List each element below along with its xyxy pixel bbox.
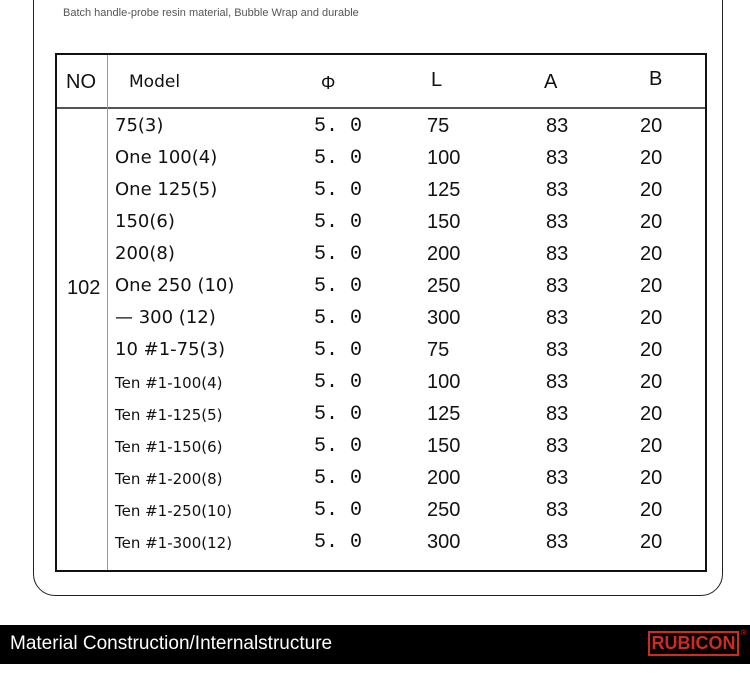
phi-cell: 5. 0 — [314, 179, 363, 202]
model-cell: 200(8) — [115, 243, 175, 264]
model-cell: Ten #1-150(6) — [115, 438, 223, 456]
b-cell: 20 — [640, 211, 663, 233]
table-row — [57, 339, 705, 371]
phi-cell: 5. 0 — [314, 115, 363, 138]
a-cell: 83 — [546, 531, 569, 553]
b-cell: 20 — [640, 115, 663, 137]
a-cell: 83 — [546, 275, 569, 297]
length-cell: 300 — [427, 531, 461, 553]
header-divider — [57, 107, 705, 109]
b-cell: 20 — [640, 531, 663, 553]
table-row — [57, 307, 705, 339]
model-cell: Ten #1-300(12) — [115, 534, 233, 552]
table-row — [57, 115, 705, 147]
header-l: L — [431, 69, 443, 91]
a-cell: 83 — [546, 179, 569, 201]
model-cell: One 100(4) — [115, 147, 218, 168]
header-b: B — [649, 68, 663, 90]
a-cell: 83 — [546, 211, 569, 233]
b-cell: 20 — [640, 371, 663, 393]
length-cell: 150 — [427, 435, 461, 457]
product-subtitle: Batch handle-probe resin material, Bubble Wrap and durable — [63, 7, 359, 19]
length-cell: 100 — [427, 371, 461, 393]
a-cell: 83 — [546, 243, 569, 265]
table-row — [57, 499, 705, 531]
b-cell: 20 — [640, 243, 663, 265]
model-cell: One 250 (10) — [115, 275, 235, 296]
b-cell: 20 — [640, 467, 663, 489]
b-cell: 20 — [640, 307, 663, 329]
phi-cell: 5. 0 — [314, 371, 363, 394]
a-cell: 83 — [546, 467, 569, 489]
a-cell: 83 — [546, 339, 569, 361]
model-cell: One 125(5) — [115, 179, 218, 200]
a-cell: 83 — [546, 371, 569, 393]
table-row — [57, 435, 705, 467]
b-cell: 20 — [640, 403, 663, 425]
b-cell: 20 — [640, 179, 663, 201]
header-a: A — [544, 71, 558, 93]
model-cell: 75(3) — [115, 115, 164, 136]
phi-cell: 5. 0 — [314, 467, 363, 490]
a-cell: 83 — [546, 147, 569, 169]
phi-cell: 5. 0 — [314, 435, 363, 458]
a-cell: 83 — [546, 307, 569, 329]
table-row — [57, 211, 705, 243]
length-cell: 75 — [427, 339, 450, 361]
table-row — [57, 467, 705, 499]
length-cell: 150 — [427, 211, 461, 233]
phi-cell: 5. 0 — [314, 275, 363, 298]
phi-cell: 5. 0 — [314, 211, 363, 234]
length-cell: 250 — [427, 275, 461, 297]
table-row — [57, 371, 705, 403]
registered-mark: ® — [741, 628, 747, 637]
length-cell: 75 — [427, 115, 450, 137]
table-row — [57, 275, 705, 307]
a-cell: 83 — [546, 435, 569, 457]
length-cell: 300 — [427, 307, 461, 329]
a-cell: 83 — [546, 403, 569, 425]
no-value: 102 — [67, 277, 101, 299]
model-cell: Ten #1-125(5) — [115, 406, 223, 424]
header-no: NO — [66, 71, 96, 93]
table-row — [57, 403, 705, 435]
length-cell: 250 — [427, 499, 461, 521]
b-cell: 20 — [640, 435, 663, 457]
phi-cell: 5. 0 — [314, 243, 363, 266]
phi-cell: 5. 0 — [314, 499, 363, 522]
length-cell: 200 — [427, 467, 461, 489]
model-cell: Ten #1-200(8) — [115, 470, 223, 488]
length-cell: 125 — [427, 179, 461, 201]
model-cell: Ten #1-100(4) — [115, 374, 223, 392]
table-row — [57, 179, 705, 211]
b-cell: 20 — [640, 499, 663, 521]
length-cell: 200 — [427, 243, 461, 265]
model-cell: — 300 (12) — [115, 307, 216, 328]
phi-cell: 5. 0 — [314, 307, 363, 330]
model-cell: 10 #1-75(3) — [115, 339, 226, 360]
model-cell: Ten #1-250(10) — [115, 502, 233, 520]
b-cell: 20 — [640, 339, 663, 361]
a-cell: 83 — [546, 499, 569, 521]
table-row — [57, 243, 705, 275]
b-cell: 20 — [640, 275, 663, 297]
a-cell: 83 — [546, 115, 569, 137]
model-cell: 150(6) — [115, 211, 175, 232]
table-row — [57, 531, 705, 563]
footer-title: Material Construction/Internalstructure — [10, 633, 333, 654]
phi-cell: 5. 0 — [314, 339, 363, 362]
phi-cell: 5. 0 — [314, 531, 363, 554]
spec-table — [55, 53, 707, 572]
brand-logo: RUBICON — [648, 631, 739, 656]
header-phi: Φ — [321, 73, 336, 93]
length-cell: 125 — [427, 403, 461, 425]
phi-cell: 5. 0 — [314, 403, 363, 426]
phi-cell: 5. 0 — [314, 147, 363, 170]
header-model: Model — [129, 72, 181, 92]
table-row — [57, 147, 705, 179]
length-cell: 100 — [427, 147, 461, 169]
footer-bar — [0, 625, 750, 664]
b-cell: 20 — [640, 147, 663, 169]
